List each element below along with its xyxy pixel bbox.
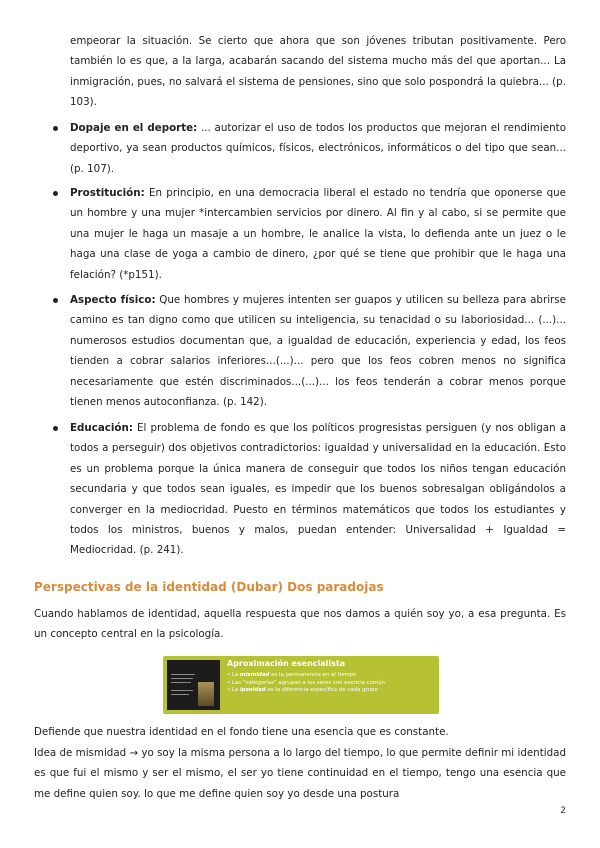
figure-list-item: • Las “categorías” agrupan a los seres con esencia común bbox=[227, 679, 385, 686]
list-item-dopaje bbox=[70, 118, 566, 179]
bullet-text: El problema de fondo es que los políticos progresistas persiguen (y nos obligan a todos a perseguir) dos objetivos contradictorios: igualdad y universalidad en la educación. Esto es un problema porque la única manera de conseguir que todos los niños tengan educación secundaria y que todos sean iguales, es impedir que los buenos sobresalgan obligándolos a converger en la mediocridad. Puesto en términos matemáticos que todos los estudiantes y todos los ministros, buenos y malos, puedan entender: Universalidad + Igualdad = Mediocridad. (p. 241). bbox=[70, 422, 566, 557]
bullet-term: Educación: bbox=[70, 422, 133, 434]
figure-list-item: • La ipseidad es la diferencia específica de cada grupo bbox=[227, 687, 378, 694]
figure-title: Aproximación esencialista bbox=[227, 659, 346, 668]
bullet-text: En principio, en una democracia liberal el estado no tendría que oponerse que un hombre y una mujer *intercambien servicios por dinero. Al fin y al cabo, si se permite que una mujer le haga un masaje a un hombre, le analice la vista, lo defienda ante un juez o le haga una clase de yoga a cambio de dinero, ¿por qué se tiene que prohibir que le haga una felación? (*p151). bbox=[70, 187, 566, 281]
bullet-term: Prostitución: bbox=[70, 187, 145, 199]
section-heading: Perspectivas de la identidad (Dubar) Dos paradojas bbox=[34, 580, 384, 594]
paragraph-esencia: Defiende que nuestra identidad en el fondo tiene una esencia que es constante. bbox=[34, 726, 449, 738]
page-number: 2 bbox=[560, 806, 566, 816]
bullet-icon bbox=[53, 126, 58, 131]
bullet-text: Que hombres y mujeres intenten ser guapos y utilicen su belleza para abrirse camino es tan digno como que utilicen su inteligencia, su tenacidad o su laboriosidad... (...)... numerosos estudios documentan que, a igualdad de educación, experiencia y edad, los feos tienden a cobrar salarios inferiores...(...)... pero que los feos cobren menos no significa necesariamente que estén discriminados...(...)... los feos tenderán a cobrar menos porque tienen menos autoconfianza. (p. 142). bbox=[70, 294, 566, 409]
bullet-text: ... autorizar el uso de todos los productos que mejoran el rendimiento deportivo, ya sean productos químicos, físicos, electrónicos, informáticos o del tipo que sean... (p. 107). bbox=[70, 122, 566, 175]
slide-figure bbox=[163, 656, 439, 714]
slide-thumbnail bbox=[167, 660, 220, 710]
continuation-paragraph: empeorar la situación. Se cierto que ahora que son jóvenes tributan positivamente. Pero también lo es que, a la larga, acabarán sacando del sistema mucho más del que aportan... La inmigración, pues, no salvará el sistema de pensiones, sino que solo pospondrá la quiebra... (p. 103). bbox=[70, 35, 566, 109]
list-item-educacion bbox=[70, 418, 566, 561]
intro-paragraph: Cuando hablamos de identidad, aquella respuesta que nos damos a quién soy yo, a esa pregunta. Es un concepto central en la psicología. bbox=[34, 608, 566, 641]
list-item-prostitucion bbox=[70, 183, 566, 285]
bullet-icon bbox=[53, 191, 58, 196]
bullet-term: Dopaje en el deporte: bbox=[70, 122, 198, 134]
figure-list bbox=[227, 672, 433, 695]
paragraph-mismidad: Idea de mismidad → yo soy la misma persona a lo largo del tiempo, lo que permite definir mi identidad es que fui el mismo y ser el mismo, el ser yo tiene continuidad en el tiempo, tengo una esencia que me define quien soy. lo que me define quien soy yo desde una postura bbox=[34, 747, 566, 800]
bullet-term: Aspecto físico: bbox=[70, 294, 156, 306]
list-item-aspecto-fisico bbox=[70, 290, 566, 412]
thumbnail-image bbox=[198, 682, 214, 706]
bullet-icon bbox=[53, 298, 58, 303]
bullet-icon bbox=[53, 426, 58, 431]
figure-list-item: • La mismidad es la permanencia en el tiempo bbox=[227, 672, 357, 678]
